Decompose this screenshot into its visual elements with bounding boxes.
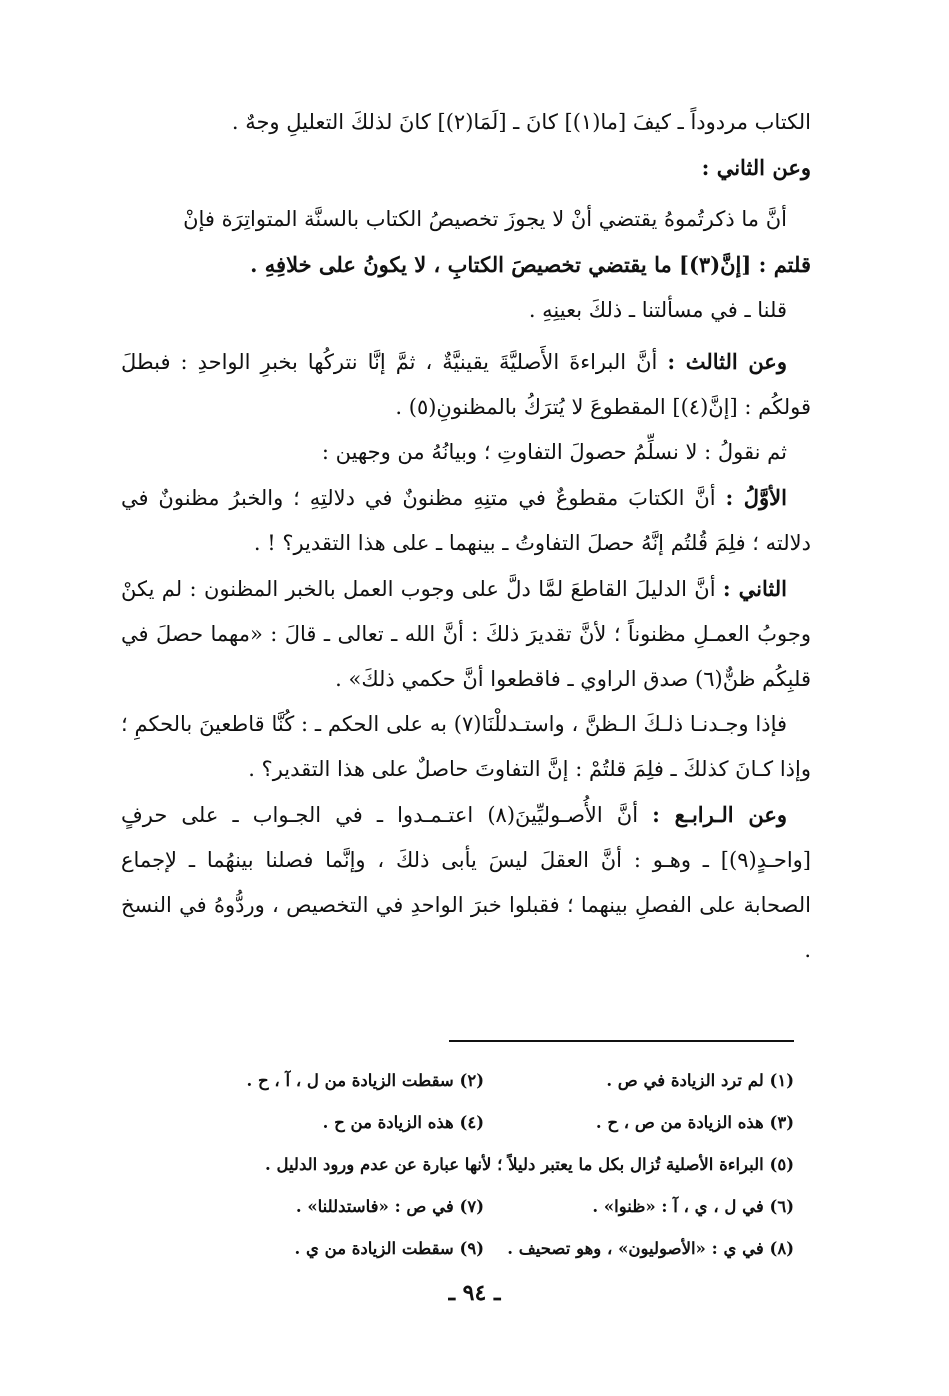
paragraph-4: [121, 242, 811, 288]
paragraph-6: [121, 339, 811, 430]
footnotes: [174, 1060, 794, 1270]
footnote-8: (٨) في ي : «الأصوليون» ، وهو تصحيف .: [507, 1239, 794, 1258]
paragraph-10-text: فإذا وجـدنـا ذلـكَ الـظنَّ ، واستـدللْنَا(٧) به على الحكم ـ : كُنَّا قاطعينَ بالحكمِ ؛ وإذا كـانَ كذلكَ ـ فلِمَ قلتُمْ : إنَّ التفاوتَ حاصلٌ على هذا التقدير؟ .: [121, 712, 811, 781]
footnote-5: (٥) البراءة الأصلية تُزال بكل ما يعتبر دليلاً ؛ لأنها عبارة عن عدم ورود الدليل .: [264, 1155, 794, 1174]
paragraph-8-lead: الأوَّلُ :: [725, 485, 787, 510]
paragraph-6-text: أنَّ البراءةَ الأَصليَّةَ يقينيَّةٌ ، ثمَّ إنَّا نتركُها بخبرِ الواحدِ : فبطلَ قولكُم : [إنَّ(٤)] المقطوعَ لا يُترَكُ بالمظنونِ(٥) .: [121, 350, 811, 419]
paragraph-8-text: أنَّ الكتابَ مقطوعٌ في متنِهِ مظنونٌ في دلالتِهِ ؛ والخبرُ مظنونٌ في دلالته ؛ فلِمَ قُلتُم إنَّهُ حصلَ التفاوتُ ـ بينهما ـ على هذا التقدير؟ ! .: [121, 486, 811, 555]
paragraph-5-text: قلنا ـ في مسألتنا ـ ذلكَ بعينِهِ .: [528, 298, 787, 322]
paragraph-1-text: الكتاب مردوداً ـ كيفَ [ما(١)] كانَ ـ [لَمَا(٢)] كانَ لذلكَ التعليلِ وجهٌ .: [231, 110, 811, 134]
paragraph-6-lead: وعن الثالث :: [667, 349, 787, 374]
footnote-1: (١) لم ترد الزيادة في ص .: [606, 1071, 794, 1090]
page-number: ـ ٩٤ ـ: [448, 1280, 501, 1306]
paragraph-7-text: ثم نقولُ : لا نسلِّمُ حصولَ التفاوتِ ؛ وبيانُهُ من وجهين :: [321, 440, 787, 464]
footnote-row-5: [174, 1228, 794, 1270]
paragraph-8: [121, 475, 811, 566]
paragraph-1: [121, 100, 811, 145]
paragraph-2-lead: وعن الثاني :: [701, 155, 811, 180]
footnote-divider: [449, 1040, 794, 1042]
paragraph-9: [121, 566, 811, 702]
paragraph-2: [121, 145, 811, 191]
paragraph-11-text: أنَّ الأُصـوليِّينَ(٨) اعتـمـدوا ـ في الجـواب ـ على حرفٍ [واحـدٍ(٩)] ـ وهـو : أنَّ العقلَ ليسَ يأبى ذلكَ ، وإنَّما فصلنا بينهُما ـ لإجماع الصحابة على الفصلِ بينهما ؛ فقبلوا خبرَ الواحدِ في التخصيص ، وردُّوهُ في النسخ .: [121, 803, 811, 962]
paragraph-4-lead: قلتم : [إنَّ(٣)] ما يقتضي تخصيصَ الكتابِ ، لا يكونُ على خلافِهِ .: [250, 252, 811, 277]
paragraph-7: [121, 430, 811, 475]
paragraph-11-lead: وعن الـرابـع :: [652, 802, 787, 827]
footnote-row-2: [174, 1102, 794, 1144]
main-text: [121, 100, 811, 973]
paragraph-5: [121, 288, 811, 333]
footnote-7: (٧) في ص : «فاستدللنا» .: [295, 1197, 484, 1216]
footnote-9: (٩) سقطت الزيادة من ي .: [294, 1239, 484, 1258]
footnote-row-4: [174, 1186, 794, 1228]
footnote-6: (٦) في ل ، ي ، آ : «ظنوا» .: [592, 1197, 794, 1216]
paragraph-3-text: أنَّ ما ذكرتُموهُ يقتضي أنْ لا يجوزَ تخصيصُ الكتاب بالسنَّة المتواتِرَة فإنْ: [183, 207, 787, 231]
footnote-2: (٢) سقطت الزيادة من ل ، آ ، ح .: [246, 1071, 484, 1090]
paragraph-9-lead: الثاني :: [722, 576, 787, 601]
paragraph-3: [121, 197, 811, 242]
footnote-row-3: [174, 1144, 794, 1186]
paragraph-11: [121, 792, 811, 973]
paragraph-9-text: أنَّ الدليلَ القاطعَ لمَّا دلَّ على وجوب العمل بالخبر المظنون : لم يكنْ وجوبُ العمـلِ مظنوناً ؛ لأنَّ تقديرَ ذلكَ : أنَّ الله ـ تعالى ـ قالَ : «مهما حصلَ في قلبِكُم ظنٌّ(٦) صدق الراوي ـ فاقطعوا أنَّ حكمي ذلكَ» .: [121, 577, 811, 691]
footnote-row-1: [174, 1060, 794, 1102]
footnote-3: (٣) هذه الزيادة من ص ، ح .: [595, 1113, 794, 1132]
paragraph-10: [121, 702, 811, 792]
footnote-4: (٤) هذه الزيادة من ح .: [322, 1113, 484, 1132]
